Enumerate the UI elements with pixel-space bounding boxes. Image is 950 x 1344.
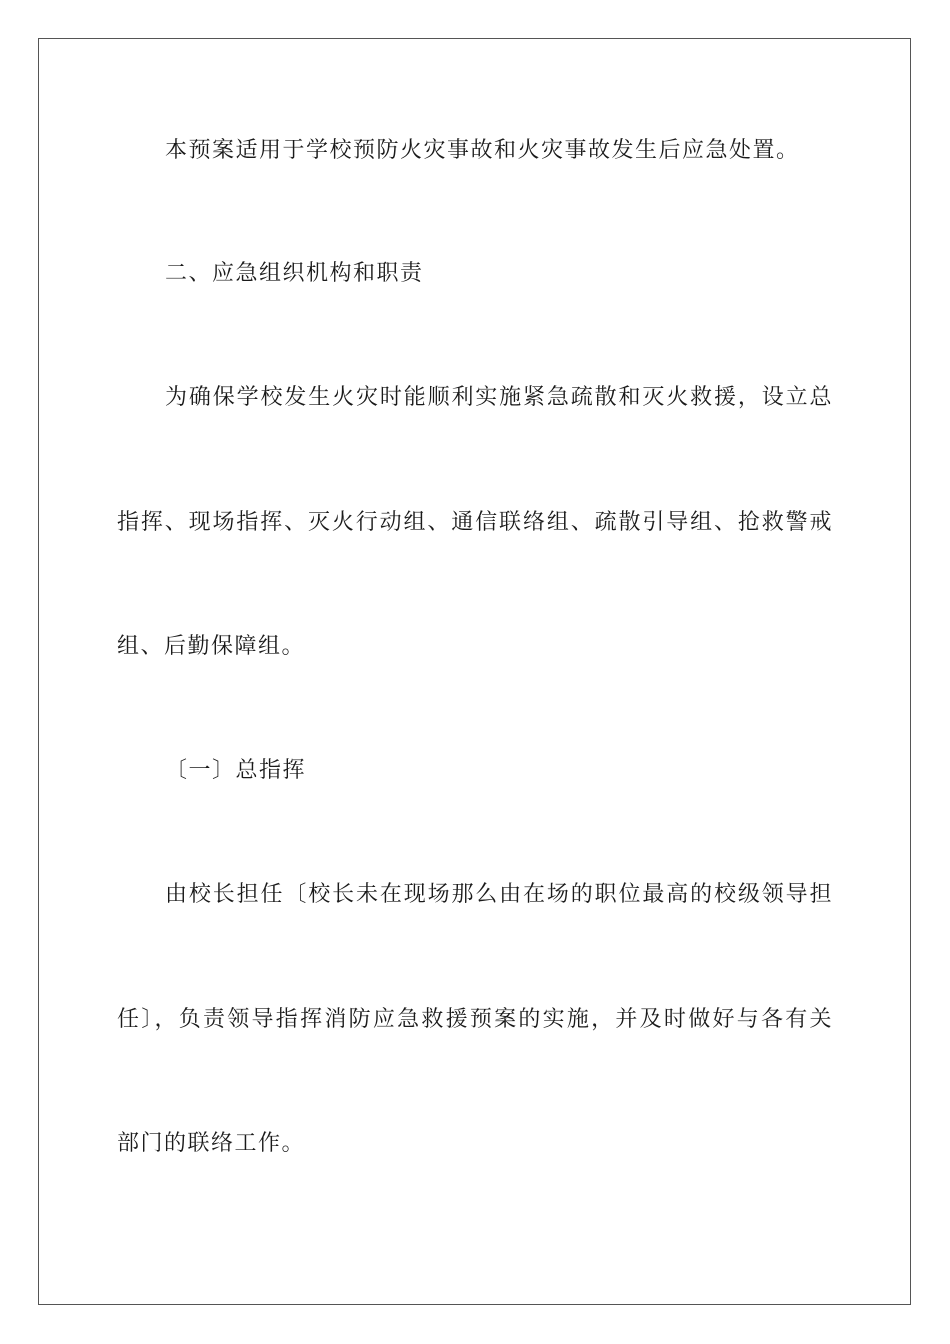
section-heading-organization: 二、应急组织机构和职责 [165,261,424,286]
paragraph-line: 部门的联络工作。 [117,1131,306,1156]
paragraph-line: 组、后勤保障组。 [117,634,306,659]
subsection-heading-commander: 〔一〕总指挥 [165,758,307,783]
paragraph-line: 指挥、现场指挥、灭火行动组、通信联络组、疏散引导组、抢救警戒 [117,510,833,535]
page-border [38,38,911,1305]
paragraph-line: 由校长担任〔校长未在现场那么由在场的职位最高的校级领导担 [165,882,833,907]
paragraph-line: 为确保学校发生火灾时能顺利实施紧急疏散和灭火救援，设立总 [165,385,833,410]
paragraph-line: 任〕，负责领导指挥消防应急救援预案的实施，并及时做好与各有关 [117,1007,833,1032]
paragraph-scope: 本预案适用于学校预防火灾事故和火灾事故发生后应急处置。 [165,138,800,163]
